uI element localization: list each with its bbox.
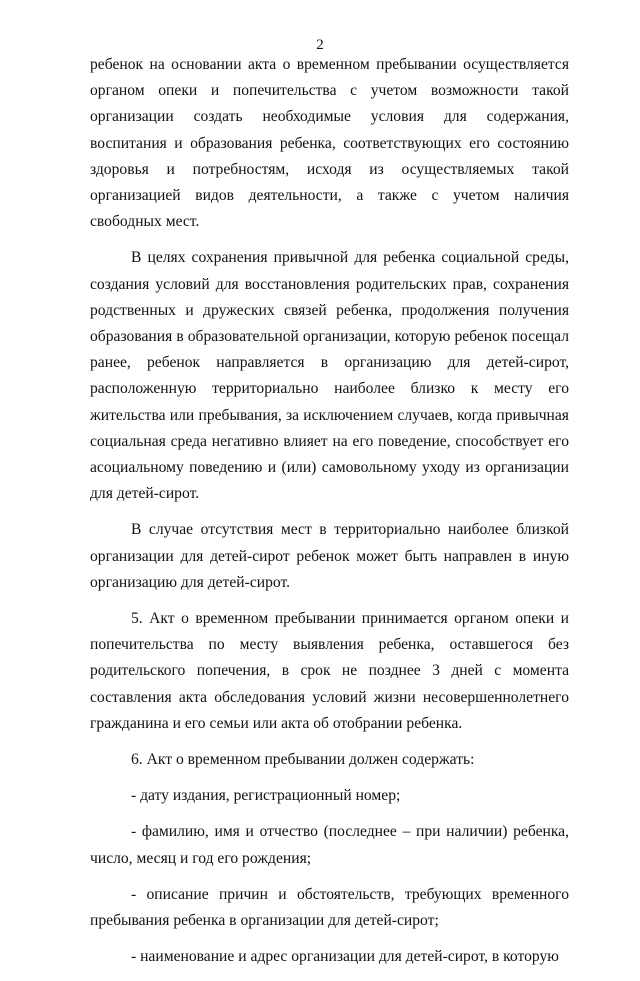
paragraph-social-environment: В целях сохранения привычной для ребенка социальной среды, создания условий для восстановления родительских прав, сохранения родственных и дружеских связей ребенка, продолжения получения образования в образовательной организации, которую ребенок посещал ранее, ребенок направляется в организацию для детей-сирот, расположенную территориально наиболее близко к месту его жительства или пребывания, за исключением случаев, когда привычная социальная среда негативно влияет на его поведение, способствует его асоциальному поведению и (или) самовольному уходу из организации для детей-сирот. xyxy=(90,249,569,503)
document-body xyxy=(90,52,569,981)
list-item-organization: - наименование и адрес организации для детей-сирот, в которую xyxy=(131,948,559,966)
paragraph-item-6: 6. Акт о временном пребывании должен содержать: xyxy=(131,751,475,769)
list-item-name: - фамилию, имя и отчество (последнее – при наличии) ребенка, число, месяц и год его рождения; xyxy=(90,823,569,867)
list-item-date: - дату издания, регистрационный номер; xyxy=(131,787,401,805)
page-number: 2 xyxy=(316,37,324,53)
paragraph-item-5: 5. Акт о временном пребывании принимается органом опеки и попечительства по месту выявления ребенка, оставшегося без родительского попечения, в срок не позднее 3 дней с момента составления акта обследования условий жизни несовершеннолетнего гражданина и его семьи или акта об отобрании ребенка. xyxy=(90,610,569,732)
paragraph-no-vacancy: В случае отсутствия мест в территориально наиболее близкой организации для детей-сирот ребенок может быть направлен в иную организацию для детей-сирот. xyxy=(90,521,569,591)
list-item-reasons: - описание причин и обстоятельств, требующих временного пребывания ребенка в организации для детей-сирот; xyxy=(90,885,569,930)
paragraph-continuation: ребенок на основании акта о временном пребывании осуществляется органом опеки и попечительства с учетом возможности такой организации создать необходимые условия для содержания, воспитания и образования ребенка, соответствующих его состоянию здоровья и потребностям, исходя из осуществляемых такой организацией видов деятельности, а также с учетом наличия свободных мест. xyxy=(90,56,569,231)
